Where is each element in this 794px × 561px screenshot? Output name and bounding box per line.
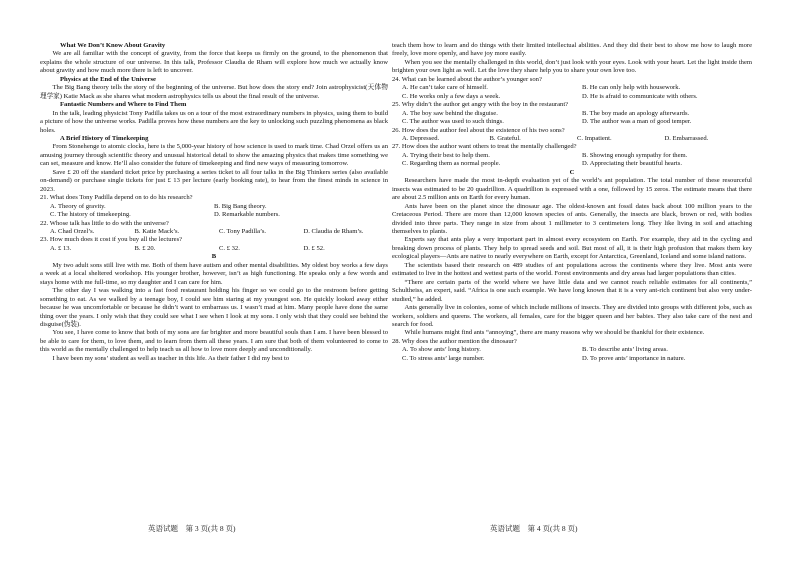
option: A. He can’t take care of himself.: [402, 84, 488, 92]
option: C. Tony Padilla’s.: [219, 227, 267, 235]
question-21: 21. What does Tony Padilla depend on to do his research?: [40, 194, 193, 202]
options-row: [392, 118, 752, 126]
paragraph: While humans might find ants “annoying”, there are many reasons why we should be thankful for their existence.: [404, 329, 705, 337]
right-column: [392, 42, 752, 363]
option: C. The history of timekeeping.: [50, 211, 131, 219]
options-row: [392, 152, 752, 160]
paragraph-continued: teach them how to learn and do things with their limited intellectual abilities. And they did their best to show me how to laugh more freely, love more openly, and have joy more easily.: [392, 42, 752, 58]
option: D. Remarkable numbers.: [214, 211, 280, 219]
paragraph: From Stonehenge to atomic clocks, here is the 5,000-year history of how science is used to mark time. Chad Orzel offers us an amusing journey through scientific theory and unusual historical detail to show the amazing physics that makes time something we can set, measure and know. He’ll also consider the future of timekeeping and find new ways of measuring tomorrow.: [40, 143, 388, 168]
options-row: [40, 211, 388, 219]
paragraph: Researchers have made the most in-depth evaluation yet of the world’s ant population. The total number of these resourceful insects was estimated to be 20 quadrillion. A quadrillion is expressed with a one, followed by 15 zeros. The estimate means that there are about 2.5 million ants on Earth for every human.: [392, 177, 752, 202]
option: A. Depressed.: [402, 134, 440, 142]
option: B. £ 20.: [134, 244, 156, 252]
left-column: [40, 42, 388, 363]
options-row: [392, 84, 752, 92]
page-footer-right: 英语试题 第 4 页(共 8 页): [490, 524, 578, 533]
heading-fantastic-numbers: Fantastic Numbers and Where to Find Them: [60, 101, 187, 109]
option: D. £ 52.: [303, 244, 325, 252]
heading-gravity: What We Don’t Know About Gravity: [60, 42, 166, 49]
question-26: 26. How does the author feel about the existence of his two sons?: [392, 126, 565, 134]
section-c-label: C: [569, 168, 575, 176]
paragraph: Ants generally live in colonies, some of which include millions of insects. They are divided into groups with different jobs, such as workers, soldiers and queens. The workers, all females, care for the bigger queen and her babies. They also take care of the nest and search for food.: [392, 304, 752, 328]
option: A. £ 13.: [50, 244, 72, 252]
paragraph: I have been my sons’ student as well as teacher in this life. As their father I did my best to: [52, 354, 290, 362]
option: A. The boy saw behind the disguise.: [402, 109, 498, 117]
paragraph: The other day I was walking into a fast food restaurant holding his finger so we could go to the restroom before getting something to eat. As we walked by a teenage boy, I could see him staring at my youngest son. He quickly looked away either because he was uncomfortable or because he didn’t want to embarrass us. I wasn’t mad at him. Many people have done the same thing over the years. I only wish that they could see what I see when I look at my sons. I only wish that they could see behind the disguise(伪装).: [40, 287, 388, 328]
section-b-label: B: [211, 253, 217, 261]
option: B. Showing enough sympathy for them.: [582, 151, 688, 159]
option: B. The boy made an apology afterwards.: [582, 109, 690, 117]
option: C. The author was used to such things.: [402, 118, 504, 126]
option: D. Claudia de Rham’s.: [303, 227, 364, 235]
options-row: [40, 245, 388, 253]
option: D. To prove ants’ importance in nature.: [582, 354, 686, 362]
option: A. To show ants’ long history.: [402, 346, 481, 354]
option: A. Trying their best to help them.: [402, 151, 490, 159]
option: A. Theory of gravity.: [50, 202, 106, 210]
paragraph: My two adult sons still live with me. Both of them have autism and other mental disabilities. My oldest boy works a few days a week at a local sheltered workshop. His younger brother, however, isn’t as high functioning. He speaks only a few words and stays home with me full-time, so my daughter and I can care for him.: [40, 261, 388, 286]
paragraph: You see, I have come to know that both of my sons are far brighter and more beautiful souls than I am. I have been blessed to be able to care for them, to love them, and to learn from them all these years. I am sure that both of them volunteered to come to this world as the mentally challenged to help teach us all how to love more deeply and unconditionally.: [40, 329, 388, 354]
option: C. To stress ants’ large number.: [402, 354, 485, 362]
option: C. Impatient.: [577, 134, 612, 142]
options-row: [392, 135, 752, 143]
option: C. £ 32.: [219, 244, 240, 252]
option: B. Grateful.: [489, 134, 521, 142]
option: A. Chad Orzel’s.: [50, 227, 95, 235]
question-23: 23. How much does it cost if you buy all the lectures?: [40, 236, 183, 244]
paragraph: “There are certain parts of the world where we have little data and we cannot reach reliable estimates for all continents,” Schultheiss, an expert, said. “Africa is one such example. We have long known that it is a very ant-rich continent but also very under-studied,” he added.: [392, 278, 752, 303]
option: D. The author was a man of good temper.: [582, 118, 692, 126]
option: C. Regarding them as normal people.: [402, 160, 501, 168]
option: B. Katie Mack’s.: [134, 227, 180, 235]
heading-physics-end: Physics at the End of the Universe: [60, 75, 156, 83]
option: D. Embarrassed.: [664, 134, 709, 142]
paragraph: We are all familiar with the concept of gravity, from the force that keeps us firmly on the ground, to the phenomenon that explains the whole structure of our universe. In this talk, Professor Claudia de Rham will explore how much we actually know about gravity and how much more there is left to uncover.: [40, 50, 388, 75]
paragraph: Experts say that ants play a very important part in almost every ecosystem on Earth. For example, they aid in the cycling and breaking down process of plants. They help to spread seeds and soil. But most of all, it is their high profusion that makes them key ecological players—Ants are native to nearly everywhere on Earth, except for Antarctica, Greenland, Iceland and some island nations.: [392, 236, 752, 261]
option: B. He can only help with housework.: [582, 84, 681, 92]
option: D. Appreciating their beautiful hearts.: [582, 160, 682, 168]
options-row: [392, 160, 752, 168]
options-row: [40, 203, 388, 211]
paragraph: The scientists based their research on 489 studies of ant populations across the continents where they live. Most ants were estimated to live in the hottest and wettest parts of the world. Forest environments and dry areas had larger populations than cities.: [392, 261, 752, 278]
heading-timekeeping: A Brief History of Timekeeping: [60, 134, 149, 142]
question-22: 22. Whose talk has little to do with the universe?: [40, 219, 169, 227]
options-row: [392, 93, 752, 101]
question-28: 28. Why does the author mention the dinosaur?: [392, 337, 517, 345]
question-25: 25. Why didn’t the author get angry with the boy in the restaurant?: [392, 101, 569, 109]
option: C. He works only a few days a week.: [402, 92, 501, 100]
paragraph: The Big Bang theory tells the story of the beginning of the universe. But how does the story end? Join astrophysicist(天体物理学家) Katie Mack as she shares what modern astrophysics tells us about the final result of the universe.: [40, 84, 388, 100]
paragraph: When you see the mentally challenged in this world, don’t just look with your eyes. Look with your heart. Let the light inside them brighten your own light as well. Let the love they share help you to share your own love too.: [392, 58, 752, 75]
option: B. To describe ants’ living areas.: [582, 346, 668, 354]
option: D. He is afraid to communicate with others.: [582, 92, 698, 100]
paragraph: In the talk, leading physicist Tony Padilla takes us on a tour of the most extraordinary numbers in physics, using them to build a picture of how the universe works. Padilla proves how these numbers are the key to unlocking such puzzling phenomena as black holes.: [40, 109, 388, 134]
question-27: 27. How does the author want others to treat the mentally challenged?: [392, 143, 577, 151]
question-24: 24. What can be learned about the author’s younger son?: [392, 75, 542, 83]
page-footer-left: 英语试题 第 3 页(共 8 页): [148, 524, 236, 533]
options-row: [392, 346, 752, 354]
options-row: [392, 110, 752, 118]
options-row: [392, 355, 752, 363]
paragraph: Save £ 20 off the standard ticket price by purchasing a series ticket to all four talks in the Big Thinkers series (also available on-demand) or purchase single tickets for just £ 13 per lecture (early booking rate), to hear from the finest minds in science in 2023.: [40, 168, 388, 193]
options-row: [40, 228, 388, 236]
paragraph: Ants have been on the planet since the dinosaur age. The oldest-known ant fossil dates back about 100 million years to the Cretaceous Period. There are more than 12,000 known species of ants. Generally, the insects are black, brown or red, with bodies divided into three parts. They range in size from about 1 millimeter to 3 centimeters long. They like living in soil and attaching themselves to plants.: [392, 202, 752, 235]
option: B. Big Bang theory.: [214, 202, 267, 210]
